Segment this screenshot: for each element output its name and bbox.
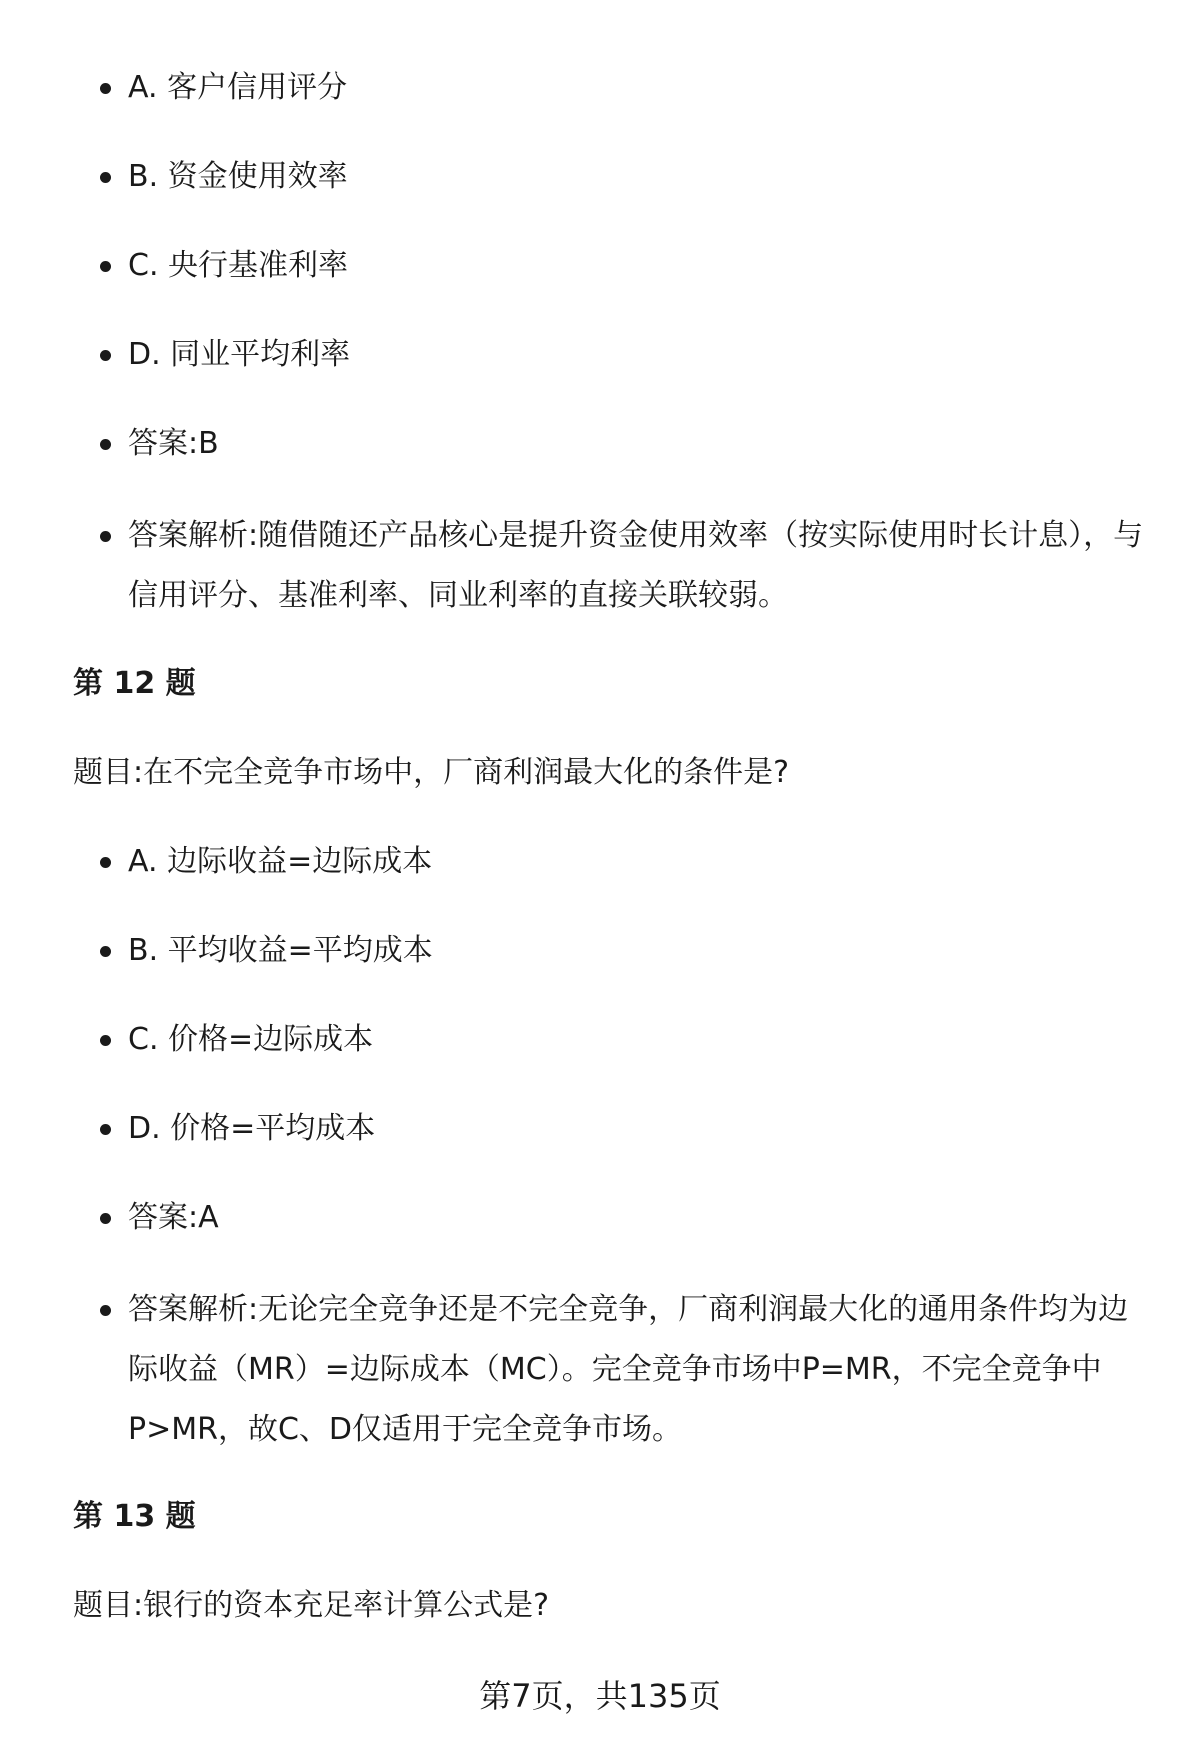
page-number: 第7页，共135页 [479, 1677, 721, 1715]
q12-option-d: D. 价格=平均成本 [128, 1099, 1148, 1159]
q11-option-d: D. 同业平均利率 [128, 325, 1148, 385]
q11-answer: 答案:B [128, 414, 1148, 474]
q12-analysis: 答案解析:无论完全竞争还是不完全竞争，厂商利润最大化的通用条件均为边际收益（MR）=边际成本（MC）。完全竞争市场中P=MR，不完全竞争中P>MR，故C、D仅适用于完全竞争市场。 [128, 1280, 1148, 1460]
q12-heading: 第 12 题 [73, 666, 196, 701]
q11-option-a: A. 客户信用评分 [128, 58, 1148, 118]
q11-analysis: 答案解析:随借随还产品核心是提升资金使用效率（按实际使用时长计息），与信用评分、基准利率、同业利率的直接关联较弱。 [128, 506, 1148, 626]
q13-heading: 第 13 题 [73, 1499, 196, 1534]
q12-option-c: C. 价格=边际成本 [128, 1010, 1148, 1070]
q12-answer: 答案:A [128, 1188, 1148, 1248]
q12-option-b: B. 平均收益=平均成本 [128, 921, 1148, 981]
q12-option-a: A. 边际收益=边际成本 [128, 832, 1148, 892]
q12-stem: 题目:在不完全竞争市场中，厂商利润最大化的条件是? [73, 755, 790, 790]
q13-stem: 题目:银行的资本充足率计算公式是? [73, 1588, 550, 1623]
q11-option-b: B. 资金使用效率 [128, 147, 1148, 207]
q11-option-c: C. 央行基准利率 [128, 236, 1148, 296]
